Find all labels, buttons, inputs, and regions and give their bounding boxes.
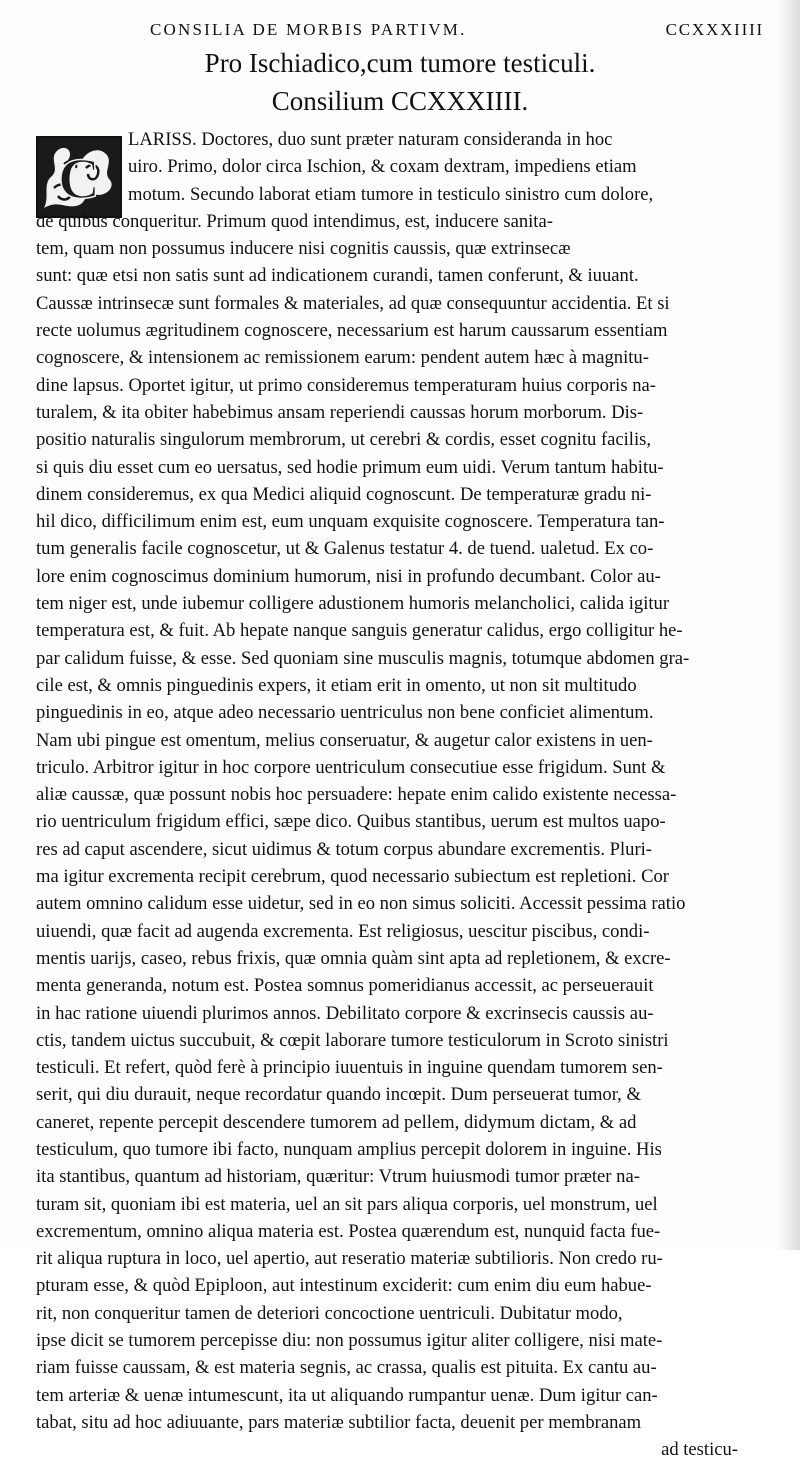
text-line: in hac ratione uiuendi plurimos annos. Debilitato corpore & excrinsecis caussis au- — [36, 1002, 654, 1024]
text-line: tem niger est, unde iubemur colligere adustionem humoris melancholici, calida igitur — [36, 593, 670, 615]
text-line: res ad caput ascendere, sicut uidimus & totum corpus abundare excrementis. Pluri- — [36, 838, 652, 860]
text-line: riam fuisse caussam, & est materia segnis, ac crassa, qualis est pituita. Ex cantu au- — [36, 1357, 657, 1379]
text-line: rit, non conqueritur tamen de deteriori concoctione uentriculi. Dubitatur modo, — [36, 1302, 623, 1324]
text-line: turalem, & ita obiter habebimus ansam reperiendi caussas horum morborum. Dis- — [36, 401, 644, 423]
catchword: ad testicu- — [661, 1439, 738, 1461]
folio-number: CCXXXIIII — [665, 20, 764, 39]
text-line: lore enim cognoscimus dominium humorum, nisi in profundo decumbant. Color au- — [36, 565, 661, 587]
text-line: ctis, tandem uictus succubuit, & cœpit laborare tumore testiculorum in Scroto sinistri — [36, 1029, 669, 1051]
page-edge-shadow — [778, 0, 800, 1250]
text-line: tabat, situ ad hoc adiuuante, pars materiæ subtilior facta, deuenit per membranam — [36, 1411, 642, 1433]
text-line: LARISS. Doctores, duo sunt præter naturam consideranda in hoc — [128, 129, 613, 150]
text-line: motum. Secundo laborat etiam tumore in testiculo sinistro cum dolore, — [128, 183, 654, 205]
text-line: uiuendi, quæ facit ad augenda excrementa. Est religiosus, uescitur piscibus, condi- — [36, 920, 650, 942]
text-line: pturam esse, & quòd Epiploon, aut intestinum exciderit: cum enim diu eum habue- — [36, 1275, 652, 1297]
text-line: temperatura est, & fuit. Ab hepate nanque sanguis generatur calidus, ergo colligitur he- — [36, 620, 683, 642]
text-line: excrementum, omnino aliqua materia est. Postea quærendum est, nunquid facta fue- — [36, 1220, 661, 1242]
text-line: serit, qui diu durauit, neque recordatur quando incœpit. Dum perseuerat tumor, & — [36, 1084, 641, 1106]
text-line: ma igitur excrementa recipit cerebrum, quod necessario subiectum est repletioni. Cor — [36, 866, 669, 888]
text-line: cognoscere, & intensionem ac remissionem earum: pendent autem hæc à magnitu- — [36, 347, 649, 369]
text-line: par calidum fuisse, & esse. Sed quoniam sine musculis magnis, totumque abdomen gra- — [36, 647, 690, 669]
text-line: rit aliqua ruptura in loco, uel apertio, aut reseratio materiæ subtilioris. Non credo ru- — [36, 1248, 663, 1270]
text-line: testiculi. Et refert, quòd ferè à principio iuuentuis in inguine quendam tumorem sen- — [36, 1057, 663, 1079]
text-line: dinem consideremus, ex qua Medici aliquid cognoscunt. De temperaturæ gradu ni- — [36, 483, 652, 505]
text-line: dine lapsus. Oportet igitur, ut primo consideremus temperaturam huius corporis na- — [36, 374, 656, 396]
text-line: triculo. Arbitror igitur in hoc corpore uentriculum consecutiue esse frigidum. Sunt & — [36, 756, 666, 778]
text-line: caneret, repente percepit descendere tumorem ad pellem, didymum dictam, & ad — [36, 1111, 637, 1133]
text-line: aliæ caussæ, quæ possunt nobis hoc persuadere: hepate enim calido existente necessa- — [36, 784, 677, 806]
text-line: testiculum, quo tumore ibi facto, nunquam amplius percepit dolorem in inguine. His — [36, 1138, 662, 1160]
text-line: Caussæ intrinsecæ sunt formales & materiales, ad quæ consequuntur accidentia. Et si — [36, 292, 670, 314]
text-line: turam sit, quoniam ibi est materia, uel an sit pars aliqua corporis, uel monstrum, uel — [36, 1193, 658, 1215]
consilium-title: Pro Ischiadico,cum tumore testiculi. — [204, 48, 596, 78]
text-line: menta generanda, notum est. Postea somnus pomeridianus accessit, ac perseuerauit — [36, 975, 654, 997]
text-line: tem arteriæ & uenæ intumescunt, ita ut aliquando rumpantur uenæ. Dum igitur can- — [36, 1384, 658, 1406]
text-line: tem, quam non possumus inducere nisi cognitis caussis, quæ extrinsecæ — [36, 238, 571, 260]
text-line: recte uolumus ægritudinem cognoscere, necessarium est harum caussarum essentiam — [36, 320, 668, 342]
text-line: hil dico, difficilimum enim est, eum unquam exquisite cognoscere. Temperatura tan- — [36, 511, 665, 533]
text-line: pinguedinis in eo, atque adeo necessario uentriculus non bene conficiet alimentum. — [36, 702, 654, 724]
text-line: tum generalis facile cognoscetur, ut & Galenus testatur 4. de tuend. ualetud. Ex co- — [36, 538, 654, 560]
text-line: autem omnino calidum esse uidetur, sed in eo non simus soliciti. Accessit pessima ratio — [36, 893, 686, 915]
running-head: CONSILIA DE MORBIS PARTIVM. — [150, 20, 467, 39]
text-line: ipse dicit se tumorem percepisse diu: non possumus igitur aliter colligere, nisi mate- — [36, 1330, 663, 1352]
text-line: Nam ubi pingue est omentum, melius conseruatur, & augetur calor existens in uen- — [36, 729, 653, 751]
initial-letter: C — [58, 146, 100, 211]
text-line: uiro. Primo, dolor circa Ischion, & coxam dextram, impediens etiam — [128, 156, 637, 178]
text-line: rio uentriculum frigidum effici, sæpe dico. Quibus stantibus, uerum est multos uapo- — [36, 811, 666, 833]
text-line: sunt: quæ etsi non satis sunt ad indicationem curandi, tamen conferunt, & iuuant. — [36, 265, 639, 287]
text-line: de quibus conqueritur. Primum quod intendimus, est, inducere sanita- — [36, 210, 553, 232]
consilium-number: Consilium CCXXXIIII. — [271, 86, 529, 116]
consilium-body — [36, 126, 766, 1464]
text-line: cile est, & omnis pinguedinis expers, it etiam erit in omento, ut non sit multitudo — [36, 674, 637, 696]
text-line: si quis diu esset cum eo uersatus, sed hodie primum eum uidi. Verum tantum habitu- — [36, 456, 664, 478]
text-line: positio naturalis singulorum membrorum, ut cerebri & cordis, esset cognitu facilis, — [36, 429, 652, 451]
text-line: ita stantibus, quantum ad historiam, quæritur: Vtrum huiusmodi tumor præter na- — [36, 1166, 640, 1188]
text-line: mentis uarijs, caseo, rebus frixis, quæ omnia quàm sint apta ad repletionem, & excre- — [36, 947, 671, 969]
